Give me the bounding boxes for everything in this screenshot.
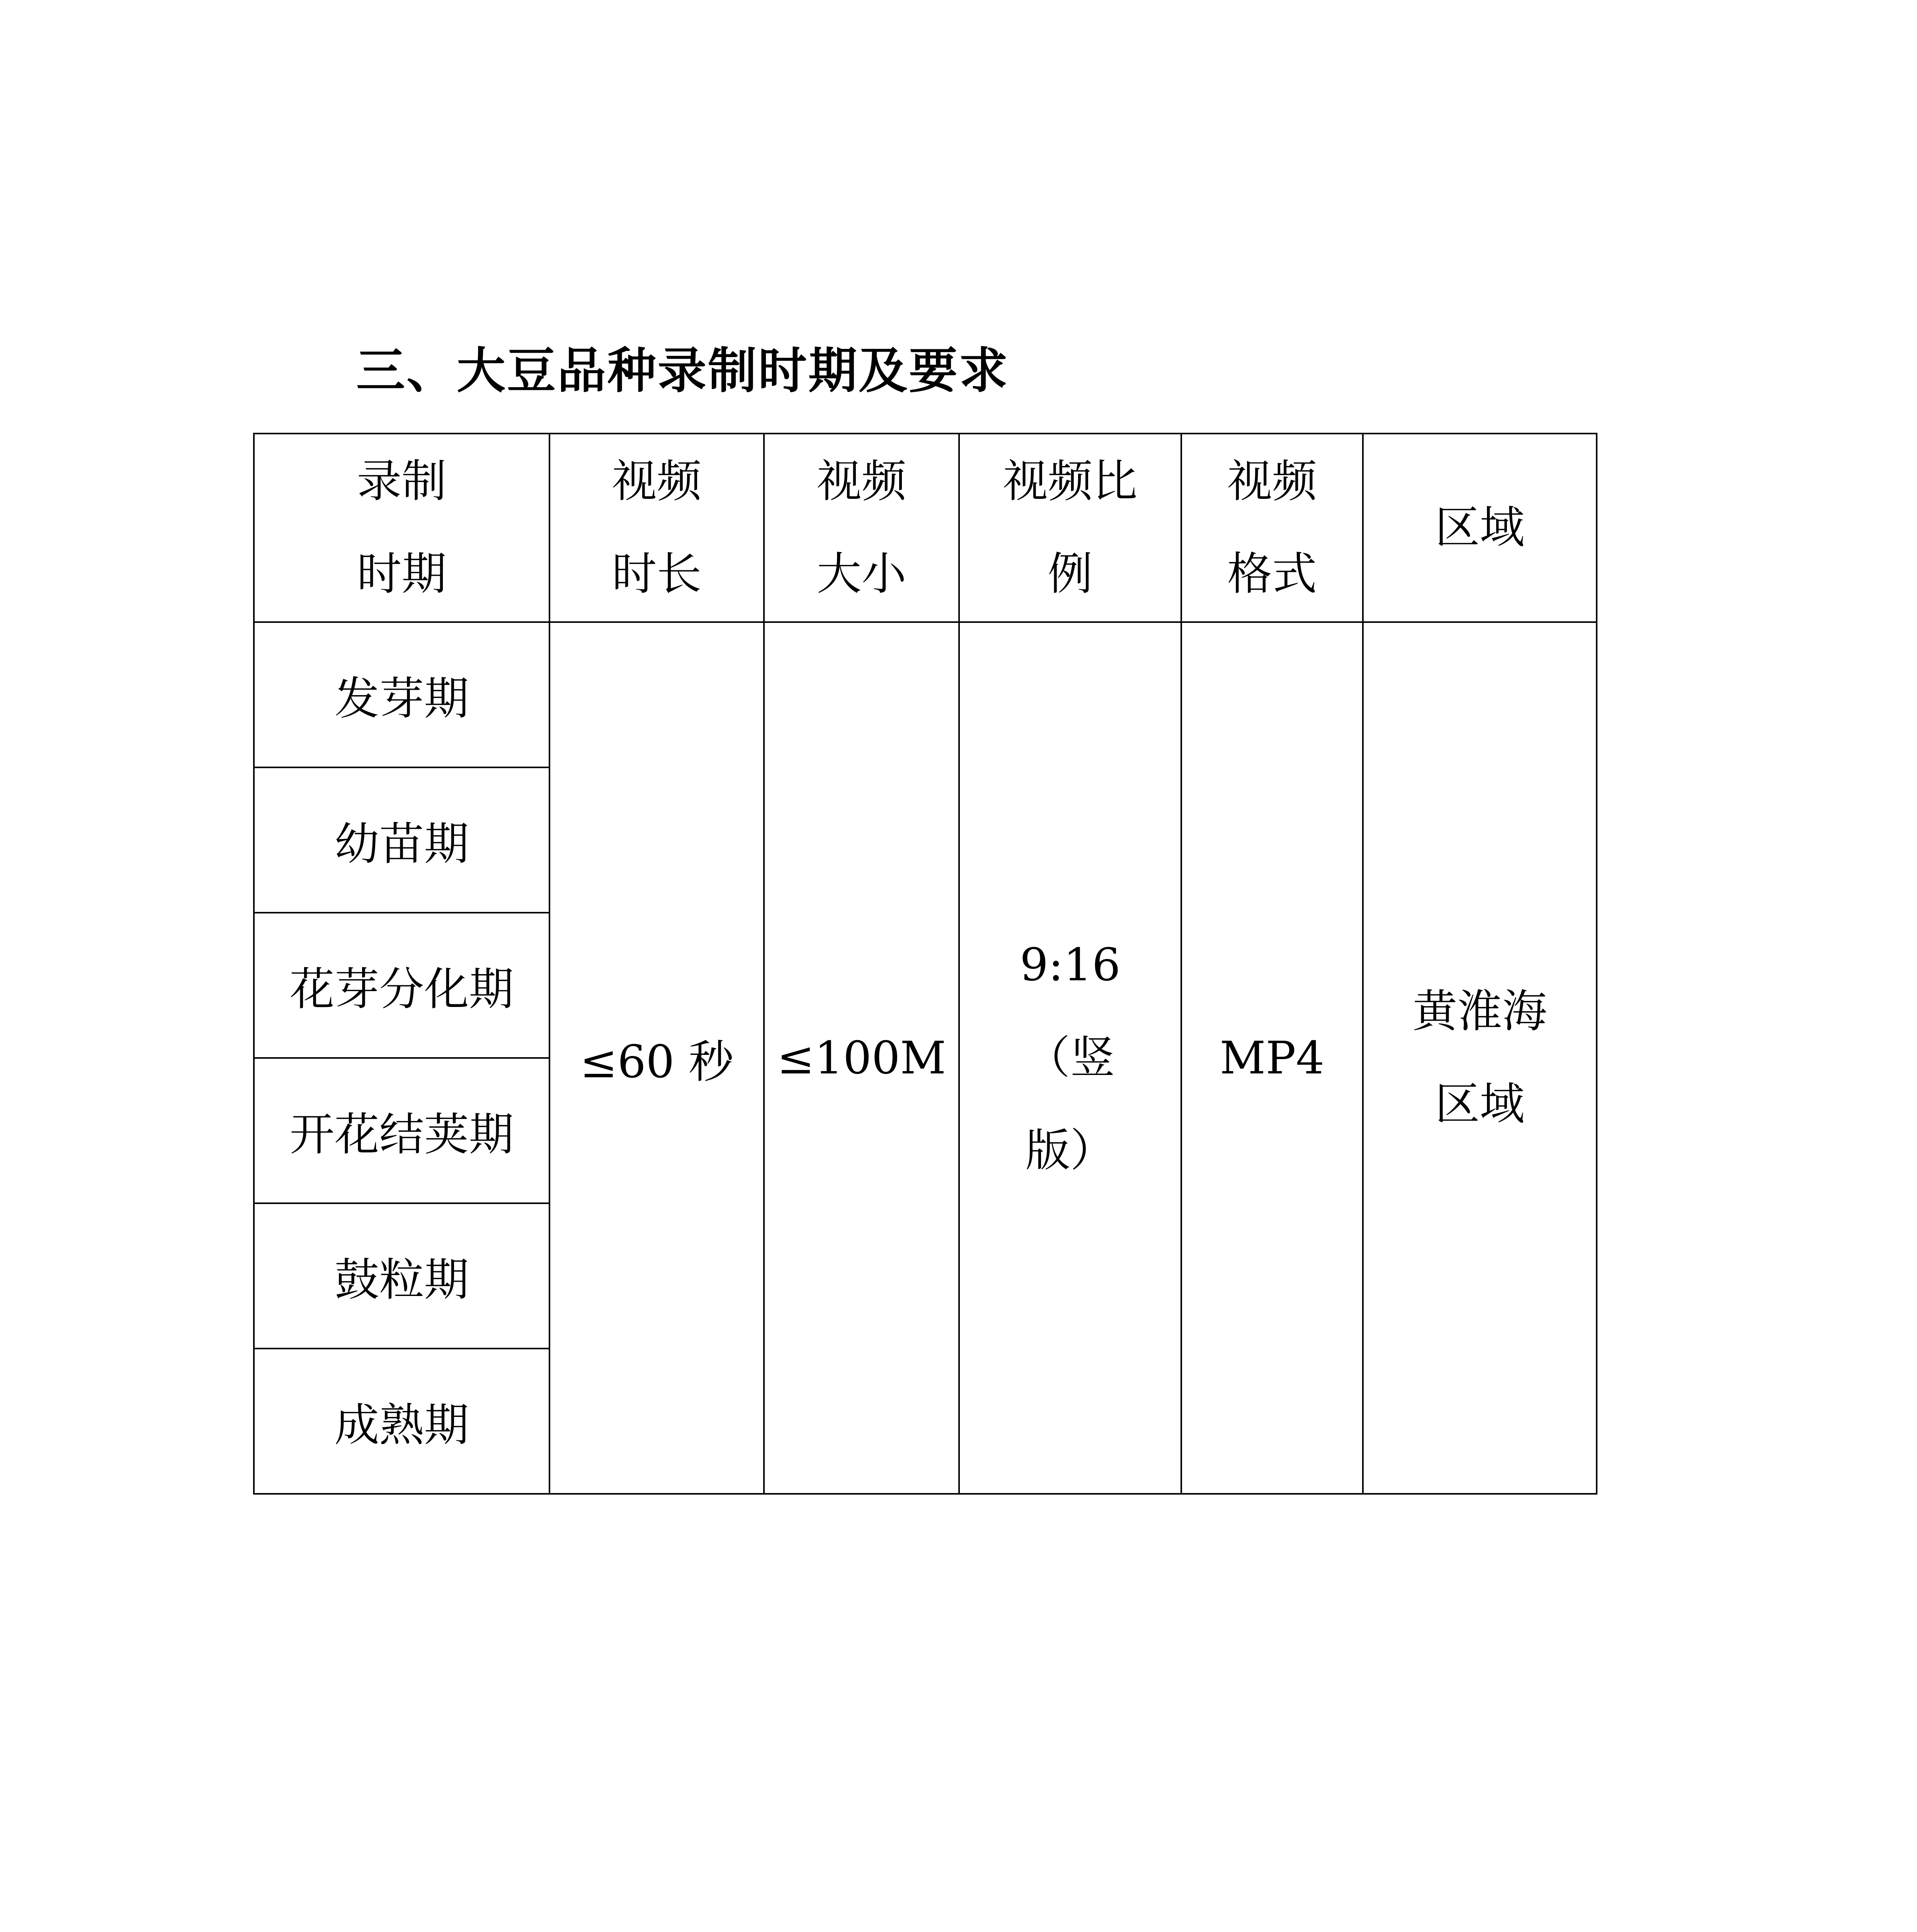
region-line: 黄淮海 (1412, 985, 1547, 1037)
header-line: 视频比 (1003, 455, 1138, 507)
ratio-line: 9:16 (1020, 939, 1121, 991)
table-row (254, 622, 1597, 767)
header-line: 时期 (357, 548, 447, 600)
header-line: 录制 (357, 455, 447, 507)
stage-cell: 鼓粒期 (254, 1203, 549, 1349)
ratio-line: 版） (1025, 1124, 1115, 1177)
stage-cell: 成熟期 (254, 1349, 549, 1494)
header-line: 视频 (816, 455, 907, 507)
format-cell: MP4 (1181, 622, 1363, 1494)
header-line: 视频 (612, 455, 702, 507)
table-header-row (254, 434, 1597, 622)
header-line: 大小 (816, 548, 907, 600)
header-video-size (764, 434, 959, 622)
duration-cell: ≤60 秒 (549, 622, 764, 1494)
stage-cell: 花芽分化期 (254, 913, 549, 1058)
stage-cell: 开花结荚期 (254, 1058, 549, 1203)
header-line: 格式 (1227, 548, 1317, 600)
region-line: 区域 (1435, 1078, 1525, 1130)
header-region (1363, 434, 1597, 622)
header-line: 视频 (1227, 455, 1317, 507)
ratio-cell (959, 622, 1181, 1494)
header-video-format (1181, 434, 1363, 622)
header-line: 例 (1048, 548, 1093, 600)
header-video-ratio (959, 434, 1181, 622)
header-video-duration (549, 434, 764, 622)
header-line: 区域 (1435, 502, 1525, 554)
stage-cell: 幼苗期 (254, 767, 549, 913)
ratio-line: （竖 (1025, 1032, 1115, 1084)
section-title: 三、大豆品种录制时期及要求 (356, 342, 1009, 399)
header-line: 时长 (612, 548, 702, 600)
header-recording-period (254, 434, 549, 622)
region-cell (1363, 622, 1597, 1494)
stage-cell: 发芽期 (254, 622, 549, 767)
size-cell: ≤100M (764, 622, 959, 1494)
recording-requirements-table (253, 433, 1597, 1495)
